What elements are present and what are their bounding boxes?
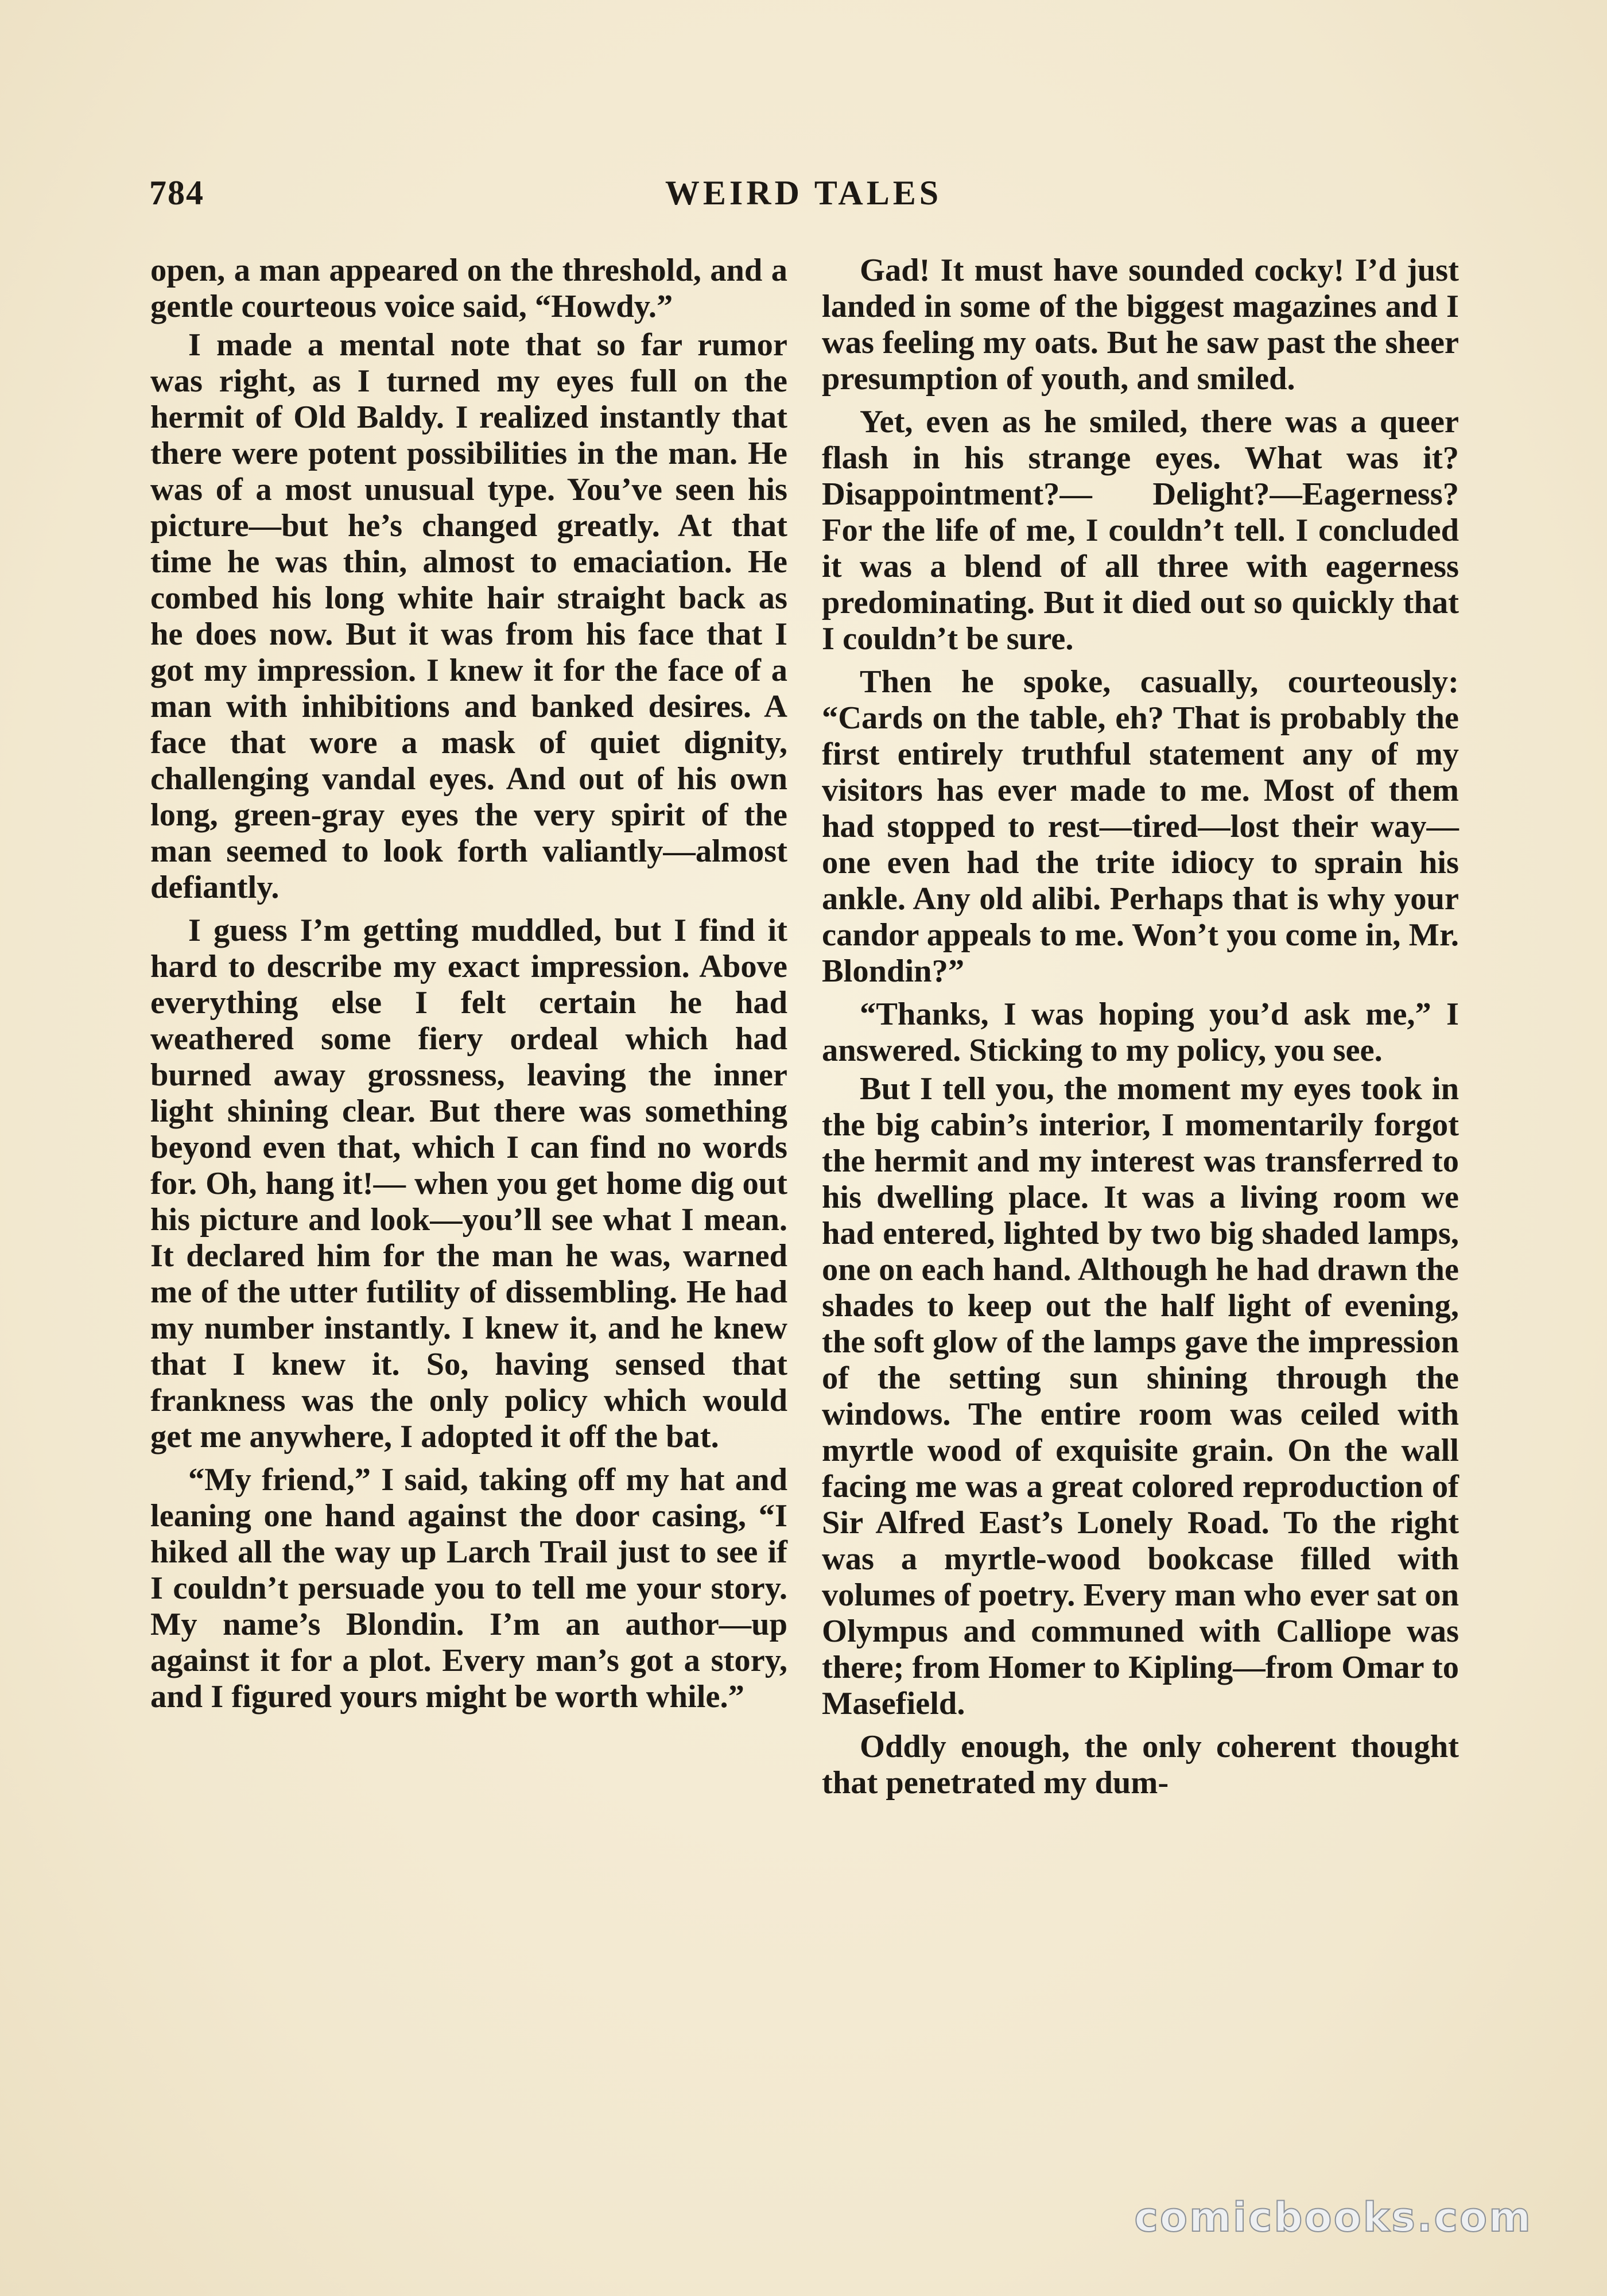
paragraph: “Thanks, I was hoping you’d ask me,” I answered. Sticking to my policy, you see. bbox=[822, 996, 1459, 1068]
paragraph: open, a man appeared on the threshold, and a gentle courteous voice said, “Howdy.” bbox=[150, 253, 787, 324]
paragraph: Yet, even as he smiled, there was a queer flash in his strange eyes. What was it? Disappointment?— Delight?—Eagerness? For the life of me, I couldn’t tell. I concluded it was a blend of all three with eagerness predominating. But it died out so quickly that I couldn’t be sure. bbox=[822, 404, 1459, 657]
paragraph: I guess I’m getting muddled, but I find it hard to describe my exact impression. Above everything else I felt certain he had weathered some fiery ordeal which had burned away grossness, leaving the inner light shining clear. But there was something beyond even that, which I can find no words for. Oh, hang it!— when you get home dig out his picture and look—you’ll see what I mean. It declared him for the man he was, warned me of the utter futility of dissembling. He had my number instantly. I knew it, and he knew that I knew it. So, having sensed that frankness was the only policy which would get me anywhere, I adopted it off the bat. bbox=[150, 913, 787, 1455]
paragraph: But I tell you, the moment my eyes took in the big cabin’s interior, I momentarily forgot the hermit and my interest was transferred to his dwelling place. It was a living room we had entered, lighted by two big shaded lamps, one on each hand. Although he had drawn the shades to keep out the half light of evening, the soft glow of the lamps gave the impression of the setting sun shining through the windows. The entire room was ceiled with myrtle wood of exquisite grain. On the wall facing me was a great colored reproduction of Sir Alfred East’s Lonely Road. To the right was a myrtle-wood bookcase filled with volumes of poetry. Every man who ever sat on Olympus and communed with Calliope was there; from Homer to Kipling—from Omar to Masefield. bbox=[822, 1071, 1459, 1721]
paragraph: Oddly enough, the only coherent thought that penetrated my dum- bbox=[822, 1729, 1459, 1801]
paragraph: I made a mental note that so far rumor was right, as I turned my eyes full on the hermit of Old Baldy. I realized instantly that there were potent possibilities in the man. He was of a most unusual type. You’ve seen his picture—but he’s changed greatly. At that time he was thin, almost to emaciation. He combed his long white hair straight back as he does now. But it was from his face that I got my impression. I knew it for the face of a man with inhibitions and banked desires. A face that wore a mask of quiet dignity, challenging vandal eyes. And out of his own long, green-gray eyes the very spirit of the man seemed to look forth valiantly—almost defiantly. bbox=[150, 327, 787, 905]
paragraph: Then he spoke, casually, courteously: “Cards on the table, eh? That is probably the first entirely truthful statement any of my visitors has ever made to me. Most of them had stopped to rest—tired—lost their way—one even had the trite idiocy to sprain his ankle. Any old alibi. Perhaps that is why your candor appeals to me. Won’t you come in, Mr. Blondin?” bbox=[822, 664, 1459, 989]
paragraph: Gad! It must have sounded cocky! I’d just landed in some of the biggest magazines and I was feeling my oats. But he saw past the sheer presumption of youth, and smiled. bbox=[822, 253, 1459, 397]
running-head-title: WEIRD TALES bbox=[665, 174, 942, 212]
left-text-column bbox=[150, 253, 787, 1722]
page-header bbox=[149, 166, 1458, 218]
page-number: 784 bbox=[149, 174, 204, 212]
right-text-column bbox=[822, 253, 1459, 1808]
paragraph: “My friend,” I said, taking off my hat and leaning one hand against the door casing, “I hiked all the way up Larch Trail just to see if I couldn’t persuade you to tell me your story. My name’s Blondin. I’m an author—up against it for a plot. Every man’s got a story, and I figured yours might be worth while.” bbox=[150, 1462, 787, 1715]
site-watermark: comicbooks.com bbox=[1134, 2194, 1532, 2241]
